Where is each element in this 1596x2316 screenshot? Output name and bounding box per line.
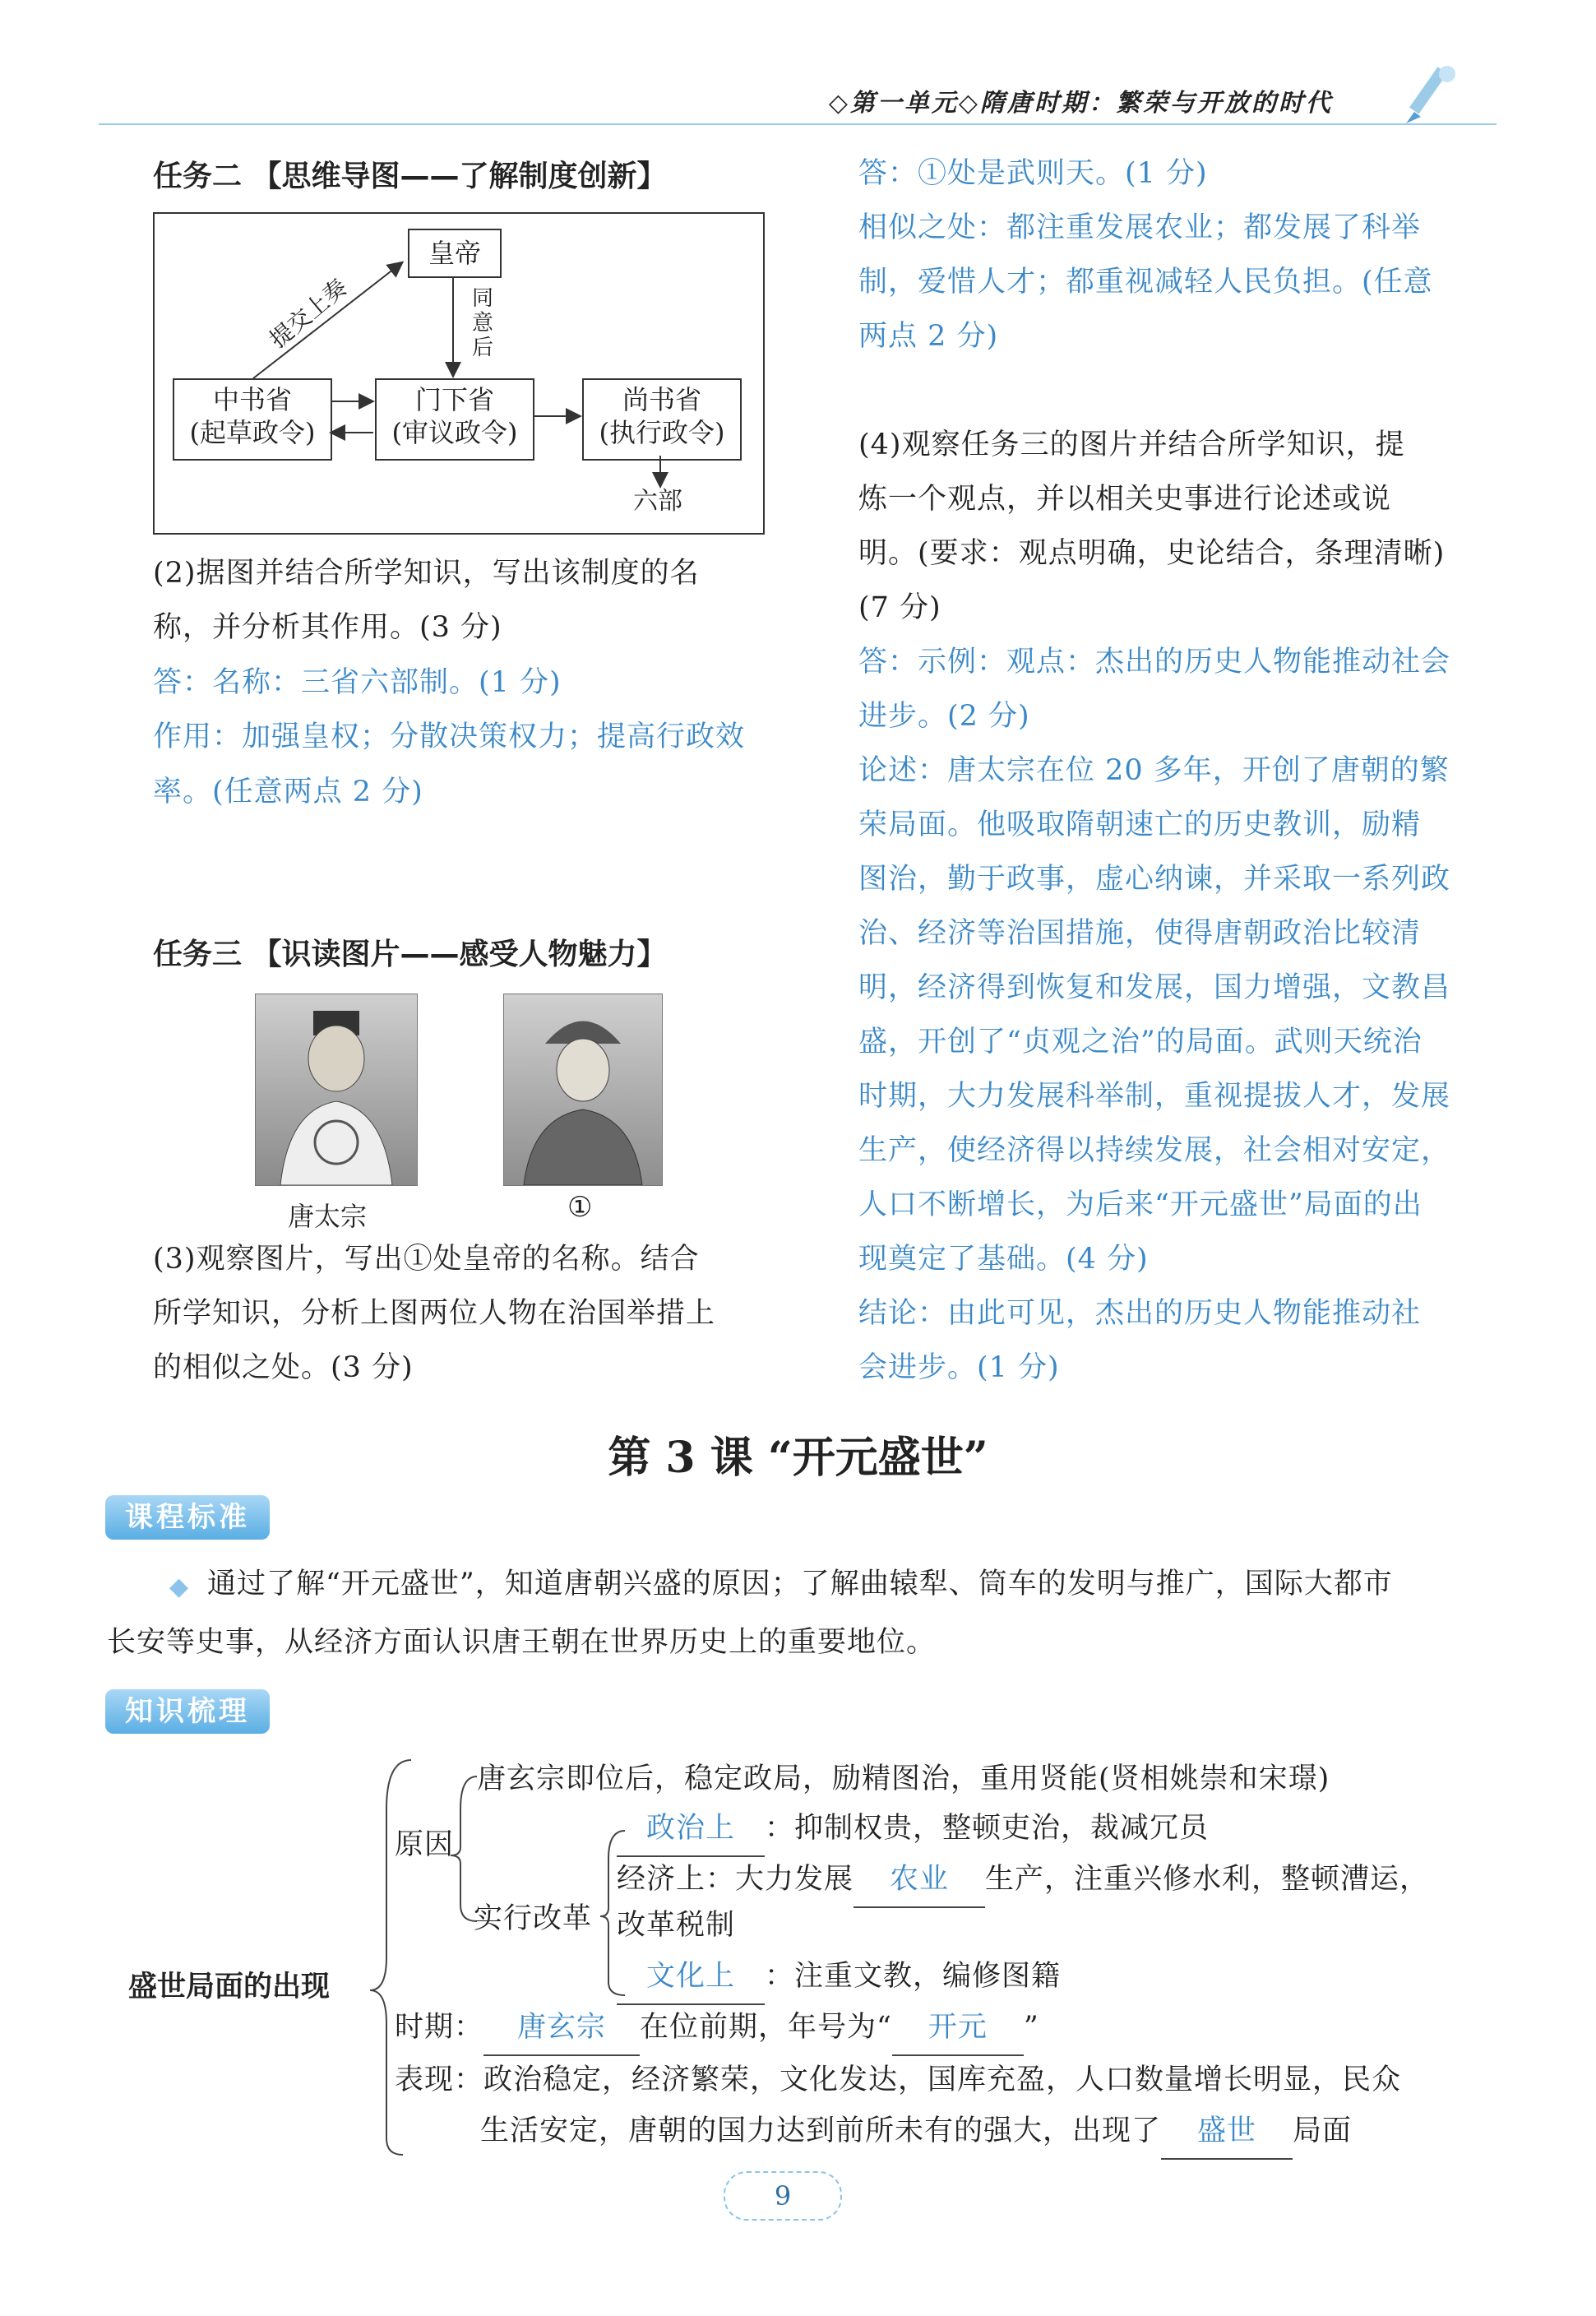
- mindmap-root: 盛世局面的出现: [128, 1971, 331, 2003]
- right-column-line: 明，经济得到恢复和发展，国力增强，文教昌: [858, 971, 1451, 1004]
- q3-line2: 所学知识，分析上图两位人物在治国举措上: [153, 1297, 716, 1330]
- zhongshu-role: (起草政令): [189, 417, 316, 448]
- q2-line1: (2)据图并结合所学知识，写出该制度的名: [153, 557, 700, 590]
- mm-period: [395, 2000, 1039, 2056]
- performance-text: 生活安定，唐朝的国力达到前所未有的强大，出现了: [480, 2115, 1162, 2147]
- menxia-name: 门下省: [414, 384, 494, 415]
- right-column-line: 答：示例：观点：杰出的历史人物能推动社会: [858, 646, 1451, 679]
- menxia-role: (审议政令): [391, 417, 518, 448]
- right-column-line: 两点 2 分): [858, 320, 999, 353]
- right-column-line: 答：①处是武则天。(1 分): [858, 157, 1208, 190]
- economy-text1: 经济上：大力发展: [617, 1863, 854, 1896]
- right-column-line: 治、经济等治国措施，使得唐朝政治比较清: [858, 917, 1422, 950]
- right-column-line: 相似之处：都注重发展农业；都发展了科举: [858, 211, 1422, 244]
- right-column-line: 人口不断增长，为后来“开元盛世”局面的出: [858, 1188, 1423, 1221]
- right-column-line: (7 分): [858, 591, 941, 624]
- culture-text: ：注重文教，编修图籍: [765, 1960, 1062, 1993]
- a2-line1: 答：名称：三省六部制。(1 分): [153, 666, 562, 699]
- zhongshu-name: 中书省: [212, 384, 292, 415]
- performance-blank: 盛世: [1161, 2104, 1293, 2160]
- period-text: 在位前期，年号为“: [640, 2011, 892, 2044]
- right-column-line: 制，爱惜人才；都重视减轻人民负担。(任意: [858, 266, 1433, 299]
- right-column-line: 会进步。(1 分): [858, 1351, 1060, 1384]
- mm-reason-line1: 唐玄宗即位后，稳定政局，励精图治，重用贤能(贤相姚崇和宋璟): [477, 1762, 1330, 1795]
- right-column-line: 图治，勤于政事，虚心纳谏，并采取一系列政: [858, 863, 1451, 896]
- right-column-line: 荣局面。他吸取隋朝速亡的历史教训，励精: [858, 808, 1422, 841]
- right-column-line: 生产，使经济得以持续发展，社会相对安定，: [858, 1134, 1451, 1167]
- mm-politics: [617, 1801, 1209, 1857]
- emperor-box: 皇帝: [408, 229, 502, 278]
- right-column-line: (4)观察任务三的图片并结合所学知识，提: [858, 428, 1405, 461]
- right-column-line: 论述：唐太宗在位 20 多年，开创了唐朝的繁: [858, 754, 1450, 787]
- q2-line2: 称，并分析其作用。(3 分): [153, 611, 502, 644]
- submit-label: 提交上奏: [264, 273, 353, 354]
- mm-culture: [617, 1949, 1061, 2005]
- lesson-title: 第 3 课 “开元盛世”: [608, 1433, 988, 1483]
- performance-end: 局面: [1293, 2115, 1353, 2147]
- standard-line1: 通过了解“开元盛世”，知道唐朝兴盛的原因；了解曲辕犁、筒车的发明与推广，国际大都市: [207, 1568, 1393, 1600]
- diamond-bullet-icon: ◆: [169, 1573, 189, 1601]
- mm-performance: 表现：政治稳定，经济繁荣，文化发达，国库充盈，人口数量增长明显，民众: [395, 2064, 1402, 2096]
- mm-economy-line2: 改革税制: [617, 1909, 736, 1942]
- period-end: ”: [1023, 2011, 1039, 2044]
- culture-blank: 文化上: [617, 1949, 765, 2005]
- running-header: ◇第一单元◇隋唐时期：繁荣与开放的时代: [828, 89, 1333, 118]
- era-blank: 开元: [892, 2000, 1024, 2056]
- right-column-line: 现奠定了基础。(4 分): [858, 1243, 1149, 1276]
- q3-line1: (3)观察图片，写出①处皇帝的名称。结合: [153, 1243, 700, 1276]
- right-column-line: 炼一个观点，并以相关史事进行论述或说: [858, 483, 1392, 516]
- q3-line3: 的相似之处。(3 分): [153, 1351, 414, 1384]
- mm-performance-line2: [480, 2104, 1352, 2160]
- page-number: 9: [724, 2171, 842, 2221]
- politics-blank: 政治上: [617, 1801, 765, 1857]
- economy-blank: 农业: [854, 1852, 985, 1908]
- course-standard-badge: 课程标准: [105, 1495, 270, 1540]
- shangshu-name: 尚书省: [622, 384, 701, 415]
- period-label: 时期：: [395, 2011, 484, 2044]
- agree-label: 同意后: [472, 286, 494, 360]
- a2-line2: 作用：加强皇权；分散决策权力；提高行政效: [153, 720, 746, 753]
- a2-line3: 率。(任意两点 2 分): [153, 776, 423, 808]
- right-column-line: 明。(要求：观点明确，史论结合，条理清晰): [858, 537, 1446, 570]
- liubu-label: 六部: [633, 487, 682, 516]
- knowledge-badge: 知识梳理: [105, 1689, 270, 1734]
- economy-text2: 生产，注重兴修水利，整顿漕运，: [985, 1863, 1430, 1896]
- mm-reform: 实行改革: [474, 1902, 593, 1935]
- standard-line2: 长安等史事，从经济方面认识唐王朝在世界历史上的重要地位。: [107, 1626, 937, 1659]
- task3-title: 任务三 【识读图片——感受人物魅力】: [153, 938, 667, 971]
- caption-circle-one: ①: [567, 1191, 593, 1224]
- mm-economy: [617, 1852, 1429, 1908]
- right-column-line: 进步。(2 分): [858, 700, 1030, 733]
- right-column-line: 时期，大力发展科举制，重视提拔人才，发展: [858, 1080, 1451, 1113]
- period-blank: 唐玄宗: [483, 2000, 640, 2056]
- mm-reason: 原因: [395, 1828, 455, 1861]
- politics-text: ：抑制权贵，整顿吏治，裁减冗员: [765, 1812, 1210, 1845]
- caption-tang-taizong: 唐太宗: [288, 1201, 368, 1232]
- right-column-line: 盛，开创了“贞观之治”的局面。武则天统治: [858, 1026, 1423, 1058]
- task2-title: 任务二 【思维导图——了解制度创新】: [153, 160, 667, 193]
- shangshu-role: (执行政令): [599, 417, 725, 448]
- right-column-line: 结论：由此可见，杰出的历史人物能推动社: [858, 1297, 1422, 1330]
